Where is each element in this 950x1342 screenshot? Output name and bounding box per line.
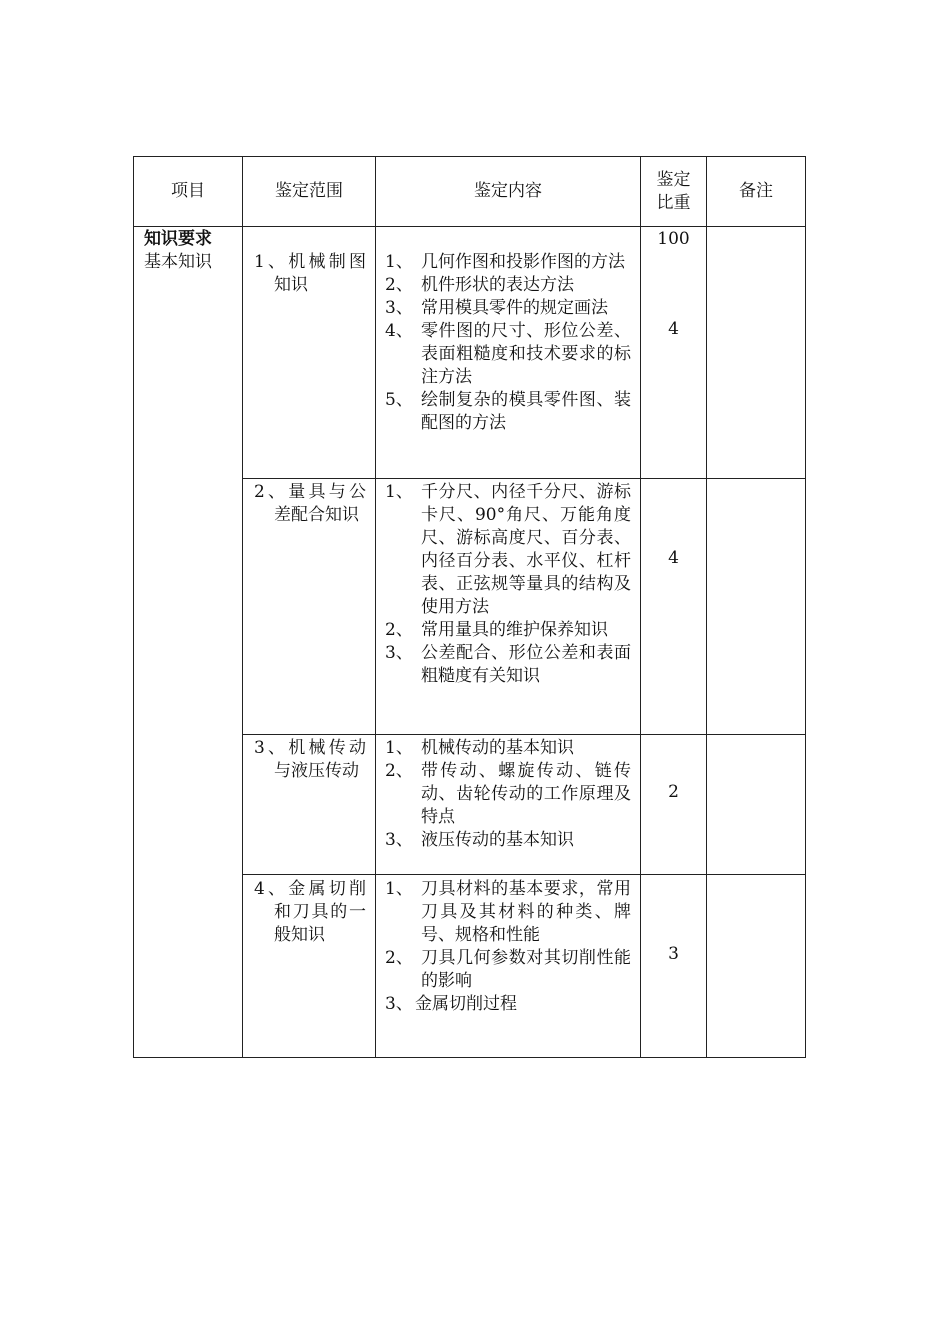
column-divider <box>375 156 376 1058</box>
row-2-weight: 4 <box>668 548 679 568</box>
row-1-scope <box>254 251 366 297</box>
table-border-bottom <box>133 1057 806 1058</box>
list-item: 3、 公差配合、形位公差和表面粗糙度有关知识 <box>385 643 631 686</box>
row-3-scope <box>254 737 366 783</box>
row-1-weight: 4 <box>668 319 679 339</box>
row-4-content <box>385 878 631 1016</box>
row-2-scope-text: 2、量具与公差配合知识 <box>254 482 366 525</box>
table-border-top <box>133 156 806 157</box>
list-item: 2、 机件形状的表达方法 <box>385 275 574 295</box>
list-item: 3、 液压传动的基本知识 <box>385 830 574 850</box>
row-2-scope <box>254 481 366 527</box>
row-3-scope-text: 3、机械传动与液压传动 <box>254 738 366 781</box>
header-remarks: 备注 <box>739 181 773 201</box>
row-4-weight: 3 <box>668 944 679 964</box>
header-scope: 鉴定范围 <box>275 181 343 201</box>
list-item: 4、 零件图的尺寸、形位公差、表面粗糙度和技术要求的标注方法 <box>385 321 631 387</box>
row-divider <box>242 734 806 735</box>
list-item: 1、 刀具材料的基本要求，常用刀具及其材料的种类、牌号、规格和性能 <box>385 879 631 945</box>
table-border-left <box>133 156 134 1058</box>
header-weight-line2: 比重 <box>656 193 691 213</box>
category-title: 知识要求 <box>144 229 212 249</box>
list-item: 2、 带传动、螺旋传动、链传动、齿轮传动的工作原理及特点 <box>385 761 631 827</box>
row-divider <box>242 478 806 479</box>
row-3-content <box>385 737 631 852</box>
column-divider <box>706 156 707 1058</box>
row-3-weight: 2 <box>668 782 679 802</box>
row-2-content <box>385 481 631 688</box>
row-4-scope-text: 4、金属切削和刀具的一般知识 <box>254 879 366 945</box>
row-1-content <box>385 251 631 435</box>
table-border-right <box>805 156 806 1058</box>
header-content: 鉴定内容 <box>474 181 542 201</box>
header-divider <box>133 226 806 227</box>
column-divider <box>242 156 243 1058</box>
row-4-scope <box>254 878 366 947</box>
list-item: 5、 绘制复杂的模具零件图、装配图的方法 <box>385 390 631 433</box>
list-item: 3、 常用模具零件的规定画法 <box>385 298 608 318</box>
row-1-scope-text: 1、机械制图知识 <box>254 252 366 295</box>
row-divider <box>242 874 806 875</box>
list-item: 1、 千分尺、内径千分尺、游标卡尺、90°角尺、万能角度尺、游标高度尺、百分表、内径百分表、水平仪、杠杆表、正弦规等量具的结构及使用方法 <box>385 482 631 617</box>
list-item: 2、 刀具几何参数对其切削性能的影响 <box>385 948 631 991</box>
header-weight <box>641 169 706 215</box>
list-item: 2、 常用量具的维护保养知识 <box>385 620 608 640</box>
total-weight: 100 <box>657 229 690 249</box>
header-project: 项目 <box>171 181 205 201</box>
list-item: 1、 机械传动的基本知识 <box>385 738 574 758</box>
column-divider <box>640 156 641 1058</box>
list-item: 1、 几何作图和投影作图的方法 <box>385 252 625 272</box>
list-item: 3、 金属切削过程 <box>385 994 517 1014</box>
header-weight-line1: 鉴定 <box>656 170 691 190</box>
category-subtitle: 基本知识 <box>144 252 212 272</box>
